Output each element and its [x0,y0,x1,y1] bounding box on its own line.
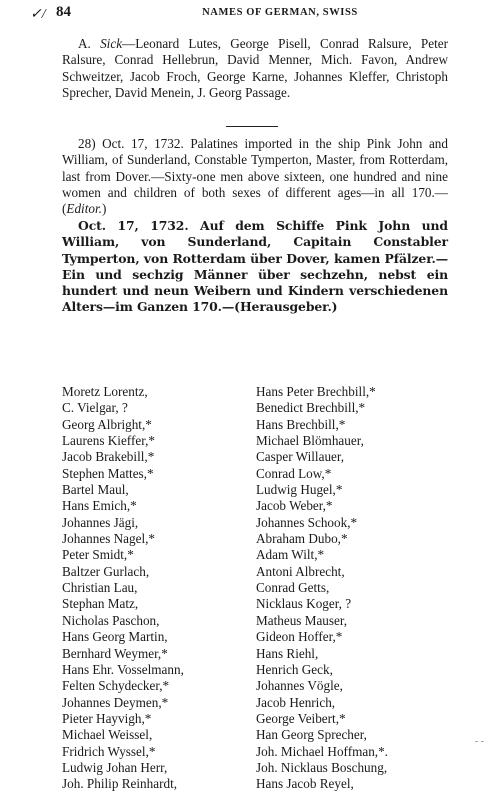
name-left: Nicholas Paschon, [62,612,160,628]
name-row [62,384,462,400]
name-left: Johannes Jägi, [62,514,139,530]
name-left: Hans Emich,* [62,498,137,514]
name-row [62,760,462,776]
name-left: Ludwig Johan Herr, [62,759,168,775]
name-row [62,744,462,760]
name-left: Joh. Philip Reinhardt, [62,776,178,792]
name-left: Johannes Nagel,* [62,531,156,547]
name-row [62,417,462,433]
ship-english-close: ) [101,201,107,217]
name-row [62,613,462,629]
name-row [62,727,462,743]
name-row [62,580,462,596]
name-right: Conrad Getts, [256,580,330,596]
name-left: Moretz Lorentz, [62,384,148,399]
running-head: NAMES OF GERMAN, SWISS [202,7,358,18]
sick-lead: A. [78,36,101,51]
section-divider [226,126,278,127]
name-right: Antoni Albrecht, [256,563,345,579]
name-right: Hans Peter Brechbill,* [256,384,376,399]
name-right: Han Georg Sprecher, [256,727,367,743]
name-row [62,433,462,449]
name-left: Johannes Deymen,* [62,694,169,710]
name-row [62,449,462,465]
name-left: Laurens Kieffer,* [62,433,155,449]
scan-specks: - - [474,736,484,747]
name-row [62,596,462,612]
name-row [62,482,462,498]
name-right: Johannes Schook,* [256,514,358,530]
name-right: Michael Blömhauer, [256,433,364,449]
name-left: Jacob Brakebill,* [62,449,155,465]
name-right: Johannes Vögle, [256,678,343,694]
name-right: Adam Wilt,* [256,547,325,563]
name-left: C. Vielgar, ? [62,400,128,416]
name-row [62,629,462,645]
paragraph-sick-list [62,36,448,101]
name-left: Stephen Mattes,* [62,465,154,481]
page-number: 84 [56,4,71,20]
name-right: Hans Brechbill,* [256,416,346,432]
name-right: Benedict Brechbill,* [256,400,366,416]
page-header [30,4,470,24]
name-row [62,515,462,531]
name-right: Hans Riehl, [256,645,319,661]
name-left: Baltzer Gurlach, [62,563,150,579]
name-row [62,678,462,694]
name-right: Jacob Henrich, [256,694,336,710]
name-left: Pieter Hayvigh,* [62,710,152,726]
name-right: Casper Willauer, [256,449,345,465]
editor-label: Editor. [66,201,102,217]
name-row [62,531,462,547]
paragraph-ship-german: Oct. 17, 1732. Auf dem Schiffe Pink John und William, von Sunderland, Capitain Constabler Tymperton, von Rotterdam über Dover, kamen Pfälzer.—Ein und sechzig Männer über sechzehn, nebst ein hundert und neun Weibern und Kindern verschiedenen Alters—im Ganzen 170.—(Herausgeber.) [62,218,448,315]
name-left: Fridrich Wyssel,* [62,743,156,759]
name-row [62,711,462,727]
name-row [62,466,462,482]
name-row [62,400,462,416]
name-right: Jacob Weber,* [256,498,333,514]
paragraph-ship-english [62,136,448,217]
name-left: Felten Schydecker,* [62,678,170,694]
name-row [62,662,462,678]
sick-label: Sick [100,36,123,51]
name-row [62,776,462,792]
ship-english-text: 28) Oct. 17, 1732. Palatines imported in the ship Pink John and William, of Sunderland, Constable Tymperton, Master, from Rotterdam, last from Dover.—Sixty-one men above sixteen, one hundred and nine women and children of both sexes of different ages—in all 170.—( [62,136,448,217]
name-row [62,498,462,514]
name-right: Nicklaus Koger, ? [256,596,352,612]
name-right: Conrad Low,* [256,465,332,481]
name-row [62,564,462,580]
name-left: Hans Georg Martin, [62,629,168,645]
name-left: Peter Smidt,* [62,547,134,563]
handwritten-checkmark: ✓/ [30,7,46,22]
name-left: Bernhard Weymer,* [62,645,168,661]
sick-names: —Leonard Lutes, George Pisell, Conrad Ralsure, Peter Ralsure, Conrad Hellebrun, David Menner, Mich. Favon, Andrew Schweitzer, Jacob Froch, George Karne, Johannes Kleffer, Christoph Sprecher, David Menein, J. Georg Passage. [62,36,448,100]
name-right: Ludwig Hugel,* [256,482,343,498]
name-right: George Veibert,* [256,710,346,726]
name-left: Michael Weissel, [62,727,153,743]
name-right: Matheus Mauser, [256,612,348,628]
name-right: Abraham Dubo,* [256,531,348,547]
name-right: Joh. Nicklaus Boschung, [256,759,388,775]
name-left: Hans Ehr. Vosselmann, [62,661,184,677]
name-right: Joh. Michael Hoffman,*. [256,743,388,759]
name-left: Bartel Maul, [62,482,129,498]
name-right: Henrich Geck, [256,661,333,677]
name-left: Christian Lau, [62,580,138,596]
name-right: Hans Jacob Reyel, [256,776,354,792]
name-row [62,695,462,711]
name-right: Gideon Hoffer,* [256,629,343,645]
name-row [62,646,462,662]
name-left: Stephan Matz, [62,596,139,612]
passenger-name-list [62,384,462,793]
name-row [62,547,462,563]
name-left: Georg Albright,* [62,416,152,432]
